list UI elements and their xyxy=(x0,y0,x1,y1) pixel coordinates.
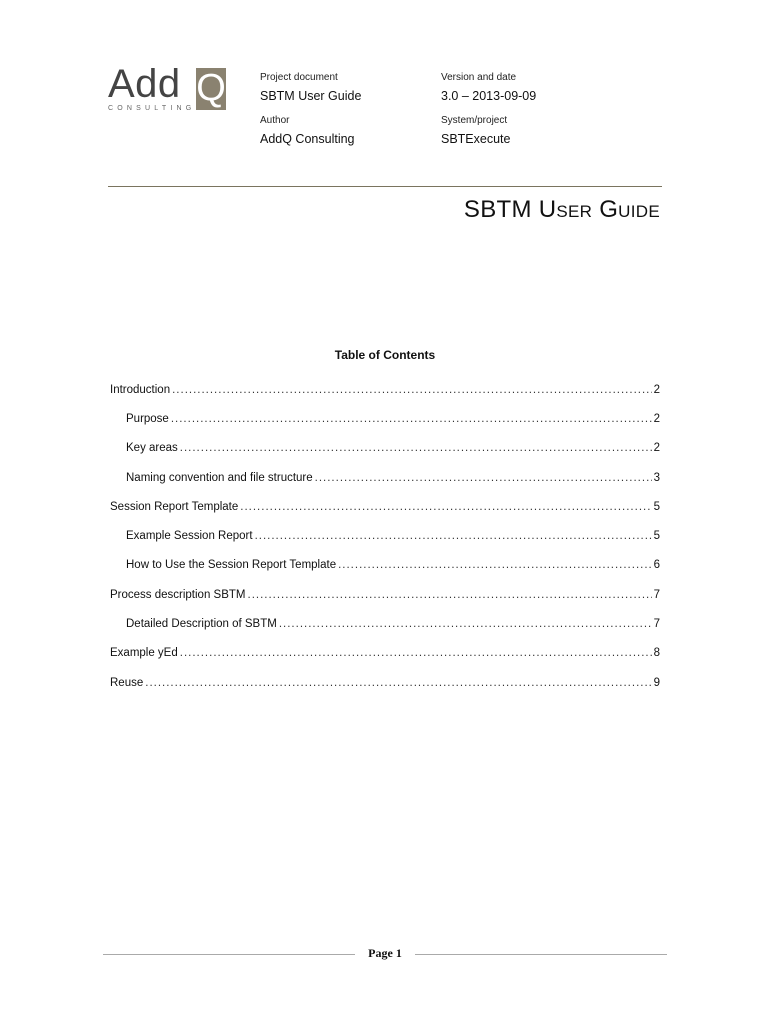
version-label: Version and date xyxy=(441,72,517,83)
toc-heading: Table of Contents xyxy=(334,348,436,362)
toc-dot-leader xyxy=(279,618,652,630)
toc-entry[interactable] xyxy=(110,668,660,697)
addq-logo xyxy=(108,62,228,116)
toc-entry[interactable] xyxy=(110,463,660,492)
toc-entry[interactable] xyxy=(110,580,660,609)
toc-entry-page: 2 xyxy=(653,383,660,396)
project-document-label: Project document xyxy=(260,72,338,83)
toc-entry-title: Detailed Description of SBTM xyxy=(126,618,277,631)
toc-dot-leader xyxy=(315,472,652,484)
toc-entry-page: 8 xyxy=(653,647,660,660)
toc-entry-title: Key areas xyxy=(126,442,178,455)
toc-entry-title: Purpose xyxy=(126,412,169,425)
toc-dot-leader xyxy=(248,589,652,601)
project-document-value: SBTM User Guide xyxy=(260,89,362,103)
toc-dot-leader xyxy=(180,647,652,659)
toc-dot-leader xyxy=(145,677,651,689)
toc-entry-page: 7 xyxy=(653,588,660,601)
toc-dot-leader xyxy=(172,384,651,396)
toc-entry-page: 7 xyxy=(653,618,660,631)
system-value: SBTExecute xyxy=(441,132,511,146)
toc-entry[interactable] xyxy=(110,609,660,638)
toc-entry-page: 9 xyxy=(653,676,660,689)
header-rule xyxy=(108,186,662,187)
system-label: System/project xyxy=(441,115,508,126)
toc-entry-title: Process description SBTM xyxy=(110,588,246,601)
footer-rule-right xyxy=(415,954,667,955)
toc-entry-title: Reuse xyxy=(110,676,144,689)
logo-word: Add xyxy=(108,62,181,106)
toc-entry[interactable] xyxy=(110,375,660,404)
toc-dot-leader xyxy=(255,530,652,542)
toc-entry[interactable] xyxy=(110,492,660,521)
logo-q-mark: Q xyxy=(196,67,226,109)
toc-entry-page: 3 xyxy=(653,471,660,484)
toc-entry-page: 2 xyxy=(653,442,660,455)
toc-dot-leader xyxy=(171,413,652,425)
version-value: 3.0 – 2013-09-09 xyxy=(441,89,537,103)
toc-entry-title: Example Session Report xyxy=(126,530,253,543)
toc-entry[interactable] xyxy=(110,639,660,668)
page-footer xyxy=(103,945,667,965)
toc-entry-title: Example yEd xyxy=(110,647,178,660)
author-block xyxy=(260,115,355,146)
toc-dot-leader xyxy=(338,559,652,571)
document-title: SBTM User Guide xyxy=(463,196,660,223)
table-of-contents xyxy=(110,375,660,697)
toc-entry-page: 5 xyxy=(653,530,660,543)
toc-entry-title: How to Use the Session Report Template xyxy=(126,559,337,572)
toc-entry[interactable] xyxy=(110,551,660,580)
toc-dot-leader xyxy=(240,501,651,513)
author-value: AddQ Consulting xyxy=(260,132,355,146)
toc-entry-page: 6 xyxy=(653,559,660,572)
toc-entry-title: Introduction xyxy=(110,383,171,396)
page-number: Page 1 xyxy=(368,946,402,960)
logo-subtitle: CONSULTING xyxy=(108,105,196,112)
author-label: Author xyxy=(260,115,290,126)
toc-entry-title: Naming convention and file structure xyxy=(126,471,313,484)
toc-entry-title: Session Report Template xyxy=(110,500,239,513)
project-document-block xyxy=(260,72,361,103)
toc-entry-page: 5 xyxy=(653,500,660,513)
toc-entry[interactable] xyxy=(110,521,660,550)
toc-dot-leader xyxy=(180,442,652,454)
toc-entry[interactable] xyxy=(110,404,660,433)
system-block xyxy=(441,115,510,146)
toc-entry[interactable] xyxy=(110,434,660,463)
version-block xyxy=(441,72,536,103)
toc-entry-page: 2 xyxy=(653,412,660,425)
